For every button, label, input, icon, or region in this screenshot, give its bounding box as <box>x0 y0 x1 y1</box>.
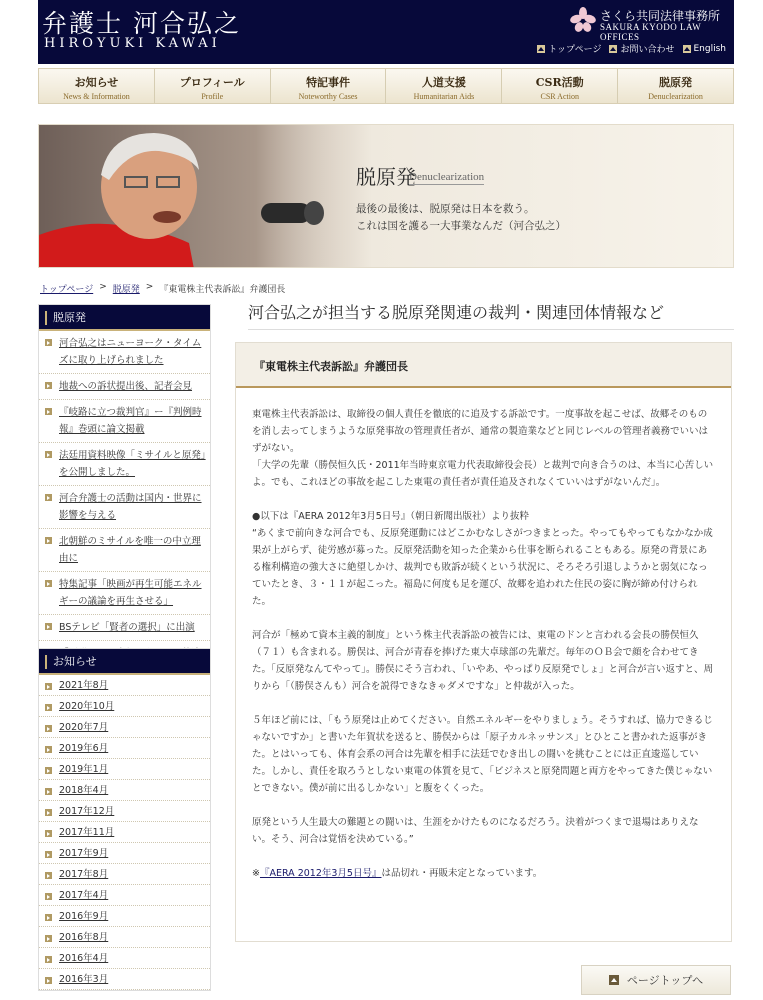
aera-link[interactable]: 『AERA 2012年3月5日号』 <box>259 868 382 879</box>
news-archive-link[interactable]: 2017年4月 <box>39 885 210 906</box>
hero-title-en: Denuclearization <box>409 171 485 183</box>
article-paragraph: 東電株主代表訴訟は、取締役の個人責任を徹底的に追及する訴訟です。一度事故を起こせば、故郷そのものを消し去ってしまうような原発事故の管理責任者が、通常の製造業などと同じレベルの管理者義務でいいはずがない。 「大学の先輩（勝俣恒久氏・2011年当時東京電力代表取締役会長）と裁判で向き合うのは、本当に心苦しいよ。でも、これほどの事故を起こした東電の責任者が責任追及されなくていいはずがないんだ」。 <box>252 409 714 488</box>
article-panel <box>235 342 732 942</box>
news-archive-link[interactable]: 2017年8月 <box>39 864 210 885</box>
sakura-logo-icon <box>570 7 596 33</box>
news-archive-link[interactable]: 2019年1月 <box>39 759 210 780</box>
article-paragraph: 原発という人生最大の難題との闘いは、生涯をかけたものになるだろう。決着がつくまで退場はありえない。そう、河合は覚悟を決めている。” <box>252 817 699 845</box>
news-archive-link[interactable]: 2017年9月 <box>39 843 210 864</box>
arrow-icon <box>683 45 691 53</box>
article-title: 『東電株主代表訴訟』弁護団長 <box>236 343 731 388</box>
article-body <box>236 388 731 882</box>
article-paragraph: ●以下は『AERA 2012年3月5日号』（朝日新聞出版社）より抜粋 “あくまで前向きな河合でも、反原発運動にはどこかむなしさがつきまとった。やってもやってもなかなか成果が上がらず、徒労感が募った。反原発活動を知った企業から仕事を断られることもある。原発の背景にある権利構造の強大さに絶望しかけ、裁判でも敗訴が続くという状況に、そろそろ引退しようかと弱気になっていたとき、３・１１が起こった。福島に何度も足を運び、故郷を追われた住民の姿に胸が締め付けられた。 <box>252 511 713 607</box>
news-archive-link[interactable]: 2016年3月 <box>39 969 210 990</box>
header-link-top[interactable]: トップページ <box>537 42 601 55</box>
arrow-icon <box>537 45 545 53</box>
nav-denuclearization[interactable]: 脱原発 Denuclearization <box>648 76 703 101</box>
article-note: ※『AERA 2012年3月5日号』は品切れ・再販未定となっています。 <box>252 868 543 879</box>
page-title: 河合弘之が担当する脱原発関連の裁判・関連団体情報など <box>248 300 734 330</box>
breadcrumb-section[interactable]: 脱原発 <box>112 285 140 295</box>
breadcrumb-home[interactable]: トップページ <box>40 285 94 295</box>
sidebar-item[interactable]: 法廷用資料映像「ミサイルと原発」を公開しました。 <box>39 443 210 486</box>
breadcrumb-separator: > <box>145 282 154 292</box>
sidebar-item[interactable]: 河合弘之はニューヨーク・タイムズに取り上げられました <box>39 331 210 374</box>
header-link-english[interactable]: English <box>683 42 727 55</box>
sidebar-denuclearization <box>38 304 211 684</box>
arrow-icon <box>609 45 617 53</box>
news-archive-link[interactable]: 2017年11月 <box>39 822 210 843</box>
firm-name-en: SAKURA KYODO LAW OFFICES <box>600 22 702 42</box>
news-archive-link[interactable]: 2020年10月 <box>39 696 210 717</box>
page-top-button[interactable]: ページトップへ <box>581 965 731 995</box>
article-paragraph: 河合が「極めて資本主義的制度」という株主代表訴訟の被告には、東電のドンと言われる会長の勝俣恒久（７１）も含まれる。勝俣は、河合が青春を捧げた東大卓球部の先輩だ。毎年のＯＢ会で顔を合わせてきた。「反原発なんてやって」。勝俣にそう言われ、「いやあ、やっぱり反原発でしょ」と河合が言い返すと、周りから「（勝俣さんも）河合を説得できなきゃダメですな」と仲裁が入った。 <box>252 630 713 692</box>
breadcrumb <box>40 282 285 295</box>
site-title-en: HIROYUKI KAWAI <box>44 36 221 51</box>
header-link-contact[interactable]: お問い合わせ <box>609 42 674 55</box>
nav-profile[interactable]: プロフィール Profile <box>155 69 271 103</box>
news-archive-link[interactable]: 2020年7月 <box>39 717 210 738</box>
global-nav <box>38 68 734 104</box>
sidebar-item[interactable]: 『岐路に立つ裁判官』ー『判例時報』巻頭に論文掲載 <box>39 400 210 443</box>
header-links <box>537 42 726 55</box>
news-archive-link[interactable]: 2016年9月 <box>39 906 210 927</box>
portrait-photo <box>39 125 349 268</box>
hero-title: 脱原発 <box>356 165 416 189</box>
site-title-jp[interactable]: 弁護士 河合弘之 <box>42 9 241 38</box>
news-archive-link[interactable]: 2021年8月 <box>39 675 210 696</box>
news-archive-link[interactable]: 2017年12月 <box>39 801 210 822</box>
sidebar-news-heading: お知らせ <box>39 649 210 675</box>
sidebar-item[interactable]: BSテレビ「賢者の選択」に出演 <box>39 615 210 641</box>
sidebar-heading: 脱原発 <box>39 305 210 331</box>
sidebar-news <box>38 648 211 991</box>
firm-name-jp: さくら共同法律事務所 <box>600 9 721 23</box>
news-archive-link[interactable]: 2016年8月 <box>39 927 210 948</box>
article-paragraph: ５年ほど前には、「もう原発は止めてください。自然エネルギーをやりましょう。そうすれば、協力できるじゃないですか」と書いた年賀状を送ると、勝俣からは「原子カルネッサンス」とひとこと書かれた返事がきた。とはいっても、体育会系の河合は先輩を相手に法廷でむき出しの闘いを挑むことには正直逡巡していた。しかし、責任を取ろうとしない東電の体質を見て、「ビジネスと原発問題と両方をやってきた僕じゃないとできない。僕が前に出るしかない」と腹をくくった。 <box>252 715 713 794</box>
hero-banner <box>38 124 734 268</box>
breadcrumb-separator: > <box>99 282 107 292</box>
news-archive-link[interactable]: 2018年4月 <box>39 780 210 801</box>
sidebar-item[interactable]: 地裁への訴状提出後、記者会見 <box>39 374 210 400</box>
sidebar-item[interactable]: 北朝鮮のミサイルを唯一の中立理由に <box>39 529 210 572</box>
news-archive-link[interactable]: 2016年4月 <box>39 948 210 969</box>
nav-cases[interactable]: 特記事件 Noteworthy Cases <box>271 69 387 103</box>
breadcrumb-current: 『東電株主代表訴訟』弁護団長 <box>159 285 286 295</box>
site-header <box>38 0 734 64</box>
nav-news[interactable]: お知らせ News & Information <box>39 69 155 103</box>
sidebar-item[interactable]: 特集記事「映画が再生可能エネルギーの議論を再生させる」 <box>39 572 210 615</box>
nav-csr[interactable]: CSR活動 CSR Action <box>502 69 618 103</box>
arrow-up-icon <box>609 975 619 985</box>
sidebar-item[interactable]: 河合弁護士の活動は国内・世界に影響を与える <box>39 486 210 529</box>
hero-quote: 最後の最後は、脱原発は日本を救う。 これは国を護る一大事業なんだ（河合弘之） <box>356 203 566 232</box>
news-archive-link[interactable]: 2019年6月 <box>39 738 210 759</box>
nav-humanitarian[interactable]: 人道支援 Humanitarian Aids <box>386 69 502 103</box>
